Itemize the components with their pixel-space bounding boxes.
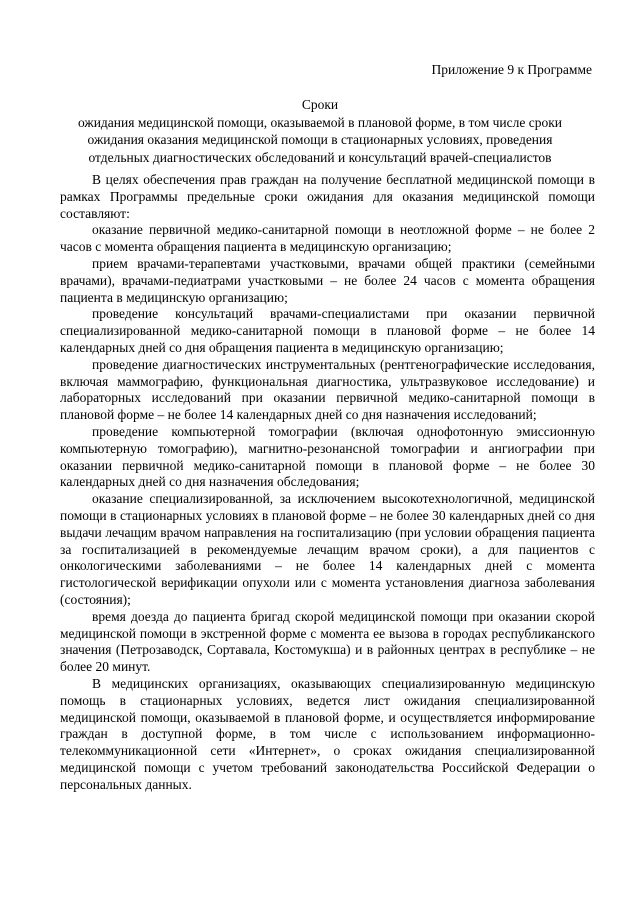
document-title xyxy=(40,96,600,166)
list-item-inpatient-care: оказание специализированной, за исключением высокотехнологичной, медицинской помощи в стационарных условиях в плановой форме – не более 30 календарных дней со дня выдачи лечащим врачом направления на госпитализацию (при условии обращения пациента за госпитализацией в рекомендуемые лечащим врачом сроки), а для пациентов с онкологическими заболеваниями – не более 14 календарных дней с момента гистологической верификации опухоли или с момента установления диагноза заболевания (состояния); xyxy=(60,491,595,607)
list-item-tomography: проведение компьютерной томографии (включая однофотонную эмиссионную компьютерную томографию), магнитно-резонансной томографии и ангиографии при оказании первичной медико-санитарной помощи в плановой форме – не более 30 календарных дней со дня назначения обследования; xyxy=(60,423,595,490)
title-line-2: ожидания медицинской помощи, оказываемой в плановой форме, в том числе сроки xyxy=(77,114,563,130)
closing-paragraph: В медицинских организациях, оказывающих специализированную медицинскую помощь в стационарных условиях, ведется лист ожидания специализированной медицинской помощи, оказываемой в плановой форме, и осуществляется информирование граждан в доступной форме, в том числе с использованием информационно-телекоммуникационной сети «Интернет», о сроках ожидания специализированной медицинской помощи с учетом требований законодательства Российской Федерации о персональных данных. xyxy=(60,675,595,792)
appendix-note: Приложение 9 к Программе xyxy=(431,62,592,77)
intro-paragraph: В целях обеспечения прав граждан на получение бесплатной медицинской помощи в рамках Программы предельные сроки ожидания для оказания медицинской помощи составляют: xyxy=(60,172,595,221)
document-body xyxy=(60,172,595,793)
title-line-3: ожидания оказания медицинской помощи в стационарных условиях, проведения xyxy=(87,132,553,147)
title-line-4: отдельных диагностических обследований и консультаций врачей-специалистов xyxy=(88,149,552,165)
list-item-ambulance-arrival: время доезда до пациента бригад скорой медицинской помощи при оказании скорой медицинской помощи в экстренной форме с момента ее вызова в городах республиканского значения (Петрозаводск, Сортавала, Костомукша) и в районных центрах в республике – не более 20 минут. xyxy=(60,608,595,675)
list-item-urgent-primary-care: оказание первичной медико-санитарной помощи в неотложной форме – не более 2 часов с момента обращения пациента в медицинскую организацию; xyxy=(60,222,595,255)
list-item-district-doctors: прием врачами-терапевтами участковыми, врачами общей практики (семейными врачами), врачами-педиатрами участковыми – не более 24 часов с момента обращения пациента в медицинскую организацию; xyxy=(60,255,595,305)
list-item-specialist-consultations: проведение консультаций врачами-специалистами при оказании первичной специализированной медико-санитарной помощи в плановой форме – не более 14 календарных дней со дня обращения пациента в медицинскую организацию; xyxy=(60,306,595,355)
title-line-1: Сроки xyxy=(301,97,339,112)
list-item-diagnostic-tests: проведение диагностических инструментальных (рентгенографические исследования, включая маммографию, функциональная диагностика, ультразвуковое исследование) и лабораторных исследований при оказании первичной медико-санитарной помощи в плановой форме – не более 14 календарных дней со дня назначения исследований; xyxy=(60,356,595,423)
